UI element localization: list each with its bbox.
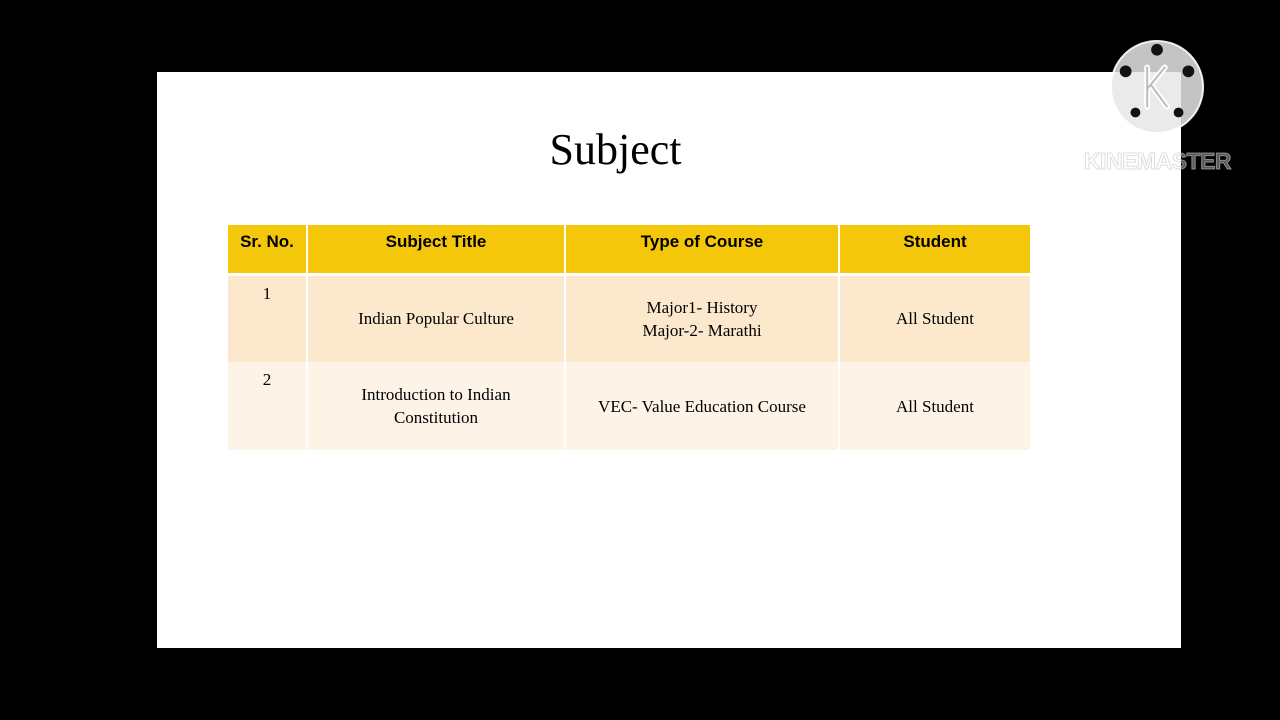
header-sr-no: Sr. No.	[228, 225, 307, 274]
kinemaster-watermark	[1070, 36, 1245, 181]
cell-type-of-course	[565, 274, 839, 362]
cell-type-of-course	[565, 362, 839, 450]
cell-student: All Student	[839, 274, 1030, 362]
cell-subject-title	[307, 274, 565, 362]
kinemaster-logo-icon	[1108, 38, 1206, 136]
table-header-row	[228, 225, 1030, 274]
cell-sr-no: 2	[228, 362, 307, 450]
cell-student: All Student	[839, 362, 1030, 450]
subject-title-line: Constitution	[393, 408, 479, 427]
presentation-slide	[157, 72, 1181, 648]
subject-table	[228, 225, 1030, 450]
header-subject-title: Subject Title	[307, 225, 565, 274]
subject-title-line: Indian Popular Culture	[358, 309, 514, 329]
cell-sr-no: 1	[228, 274, 307, 362]
course-type-line: Major-2- Marathi	[642, 320, 762, 340]
cell-subject-title	[307, 362, 565, 450]
header-student: Student	[839, 225, 1030, 274]
header-type-of-course: Type of Course	[565, 225, 839, 274]
slide-title: Subject	[549, 125, 682, 174]
course-type-line: VEC- Value Education Course	[598, 396, 806, 416]
course-type-line: Major1- History	[646, 297, 758, 317]
kinemaster-watermark-text: KINEMASTER	[1083, 148, 1232, 174]
table-row	[228, 274, 1030, 362]
table-row	[228, 362, 1030, 450]
subject-title-line: Introduction to Indian	[361, 385, 511, 404]
